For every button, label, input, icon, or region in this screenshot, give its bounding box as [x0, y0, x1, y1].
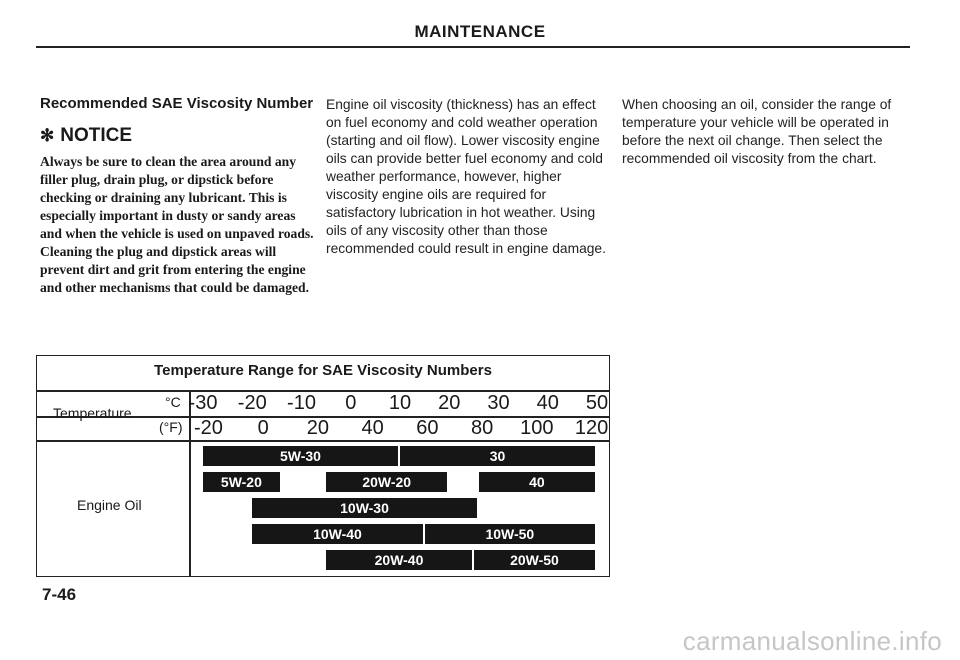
page-title: MAINTENANCE: [414, 22, 546, 41]
celsius-tick: 20: [438, 392, 461, 414]
fahrenheit-tick: 80: [470, 417, 494, 439]
celsius-tick: 50: [585, 392, 609, 414]
engine-oil-label: Engine Oil: [77, 497, 142, 513]
chart-title: Temperature Range for SAE Viscosity Numbers: [154, 362, 492, 379]
viscosity-bar-20w-50: 20W-50: [474, 550, 595, 570]
notice-heading: [40, 125, 320, 147]
fahrenheit-tick: -20: [194, 417, 223, 439]
left-column: [40, 94, 320, 297]
notice-label: NOTICE: [60, 125, 133, 146]
middle-column-text: Engine oil viscosity (thickness) has an effect on fuel economy and cold weather operation (starting and oil flow). Lower viscosity engine oils can provide better fuel economy and cold weather performance, however, higher viscosity engine oils are required for satisfactory lubrication in hot weather. Using oils of any viscosity other than those recommended could result in engine damage.: [326, 97, 606, 256]
viscosity-bar-10w-40: 10W-40: [252, 524, 422, 544]
celsius-tick: 30: [487, 392, 510, 414]
viscosity-bar-5w-30: 5W-30: [203, 446, 398, 466]
fahrenheit-tick: 20: [306, 417, 330, 439]
fahrenheit-tick: 40: [361, 417, 384, 439]
notice-text: Always be sure to clean the area around any filler plug, drain plug, or dipstick before checking or draining any lubricant. This is especially important in dusty or sandy areas and when the vehicle is used on unpaved roads. Cleaning the plug and dipstick areas will prevent dirt and grit from entering the engine and other mechanisms that could be damaged.: [40, 154, 314, 295]
celsius-tick: -10: [287, 392, 316, 414]
fahrenheit-tick: 0: [257, 417, 269, 439]
celsius-tick: 0: [345, 392, 357, 414]
viscosity-bar-5w-20: 5W-20: [203, 472, 280, 492]
fahrenheit-tick: 60: [416, 417, 439, 439]
viscosity-bar-10w-50: 10W-50: [425, 524, 595, 544]
celsius-tick: -20: [237, 392, 267, 414]
fahrenheit-tick: 100: [520, 417, 554, 439]
section-heading: Recommended SAE Viscosity Number: [40, 95, 314, 112]
fahrenheit-tick: 120: [574, 417, 609, 439]
fahrenheit-unit: (°F): [159, 419, 183, 435]
right-column-text: When choosing an oil, consider the range of temperature your vehicle will be operated in before the next oil change. Then select the recommended oil viscosity from the chart.: [622, 97, 892, 166]
celsius-tick: -30: [188, 392, 218, 414]
asterisk-icon: ✻: [40, 126, 55, 145]
viscosity-bar-20w-40: 20W-40: [326, 550, 472, 570]
viscosity-bar-30: 30: [400, 446, 595, 466]
viscosity-bar-20w-20: 20W-20: [326, 472, 447, 492]
watermark: carmanualsonline.info: [682, 626, 942, 656]
viscosity-bar-40: 40: [479, 472, 595, 492]
celsius-unit: °C: [165, 394, 181, 410]
celsius-tick: 10: [388, 392, 412, 414]
celsius-tick: 40: [536, 392, 559, 414]
page-number: 7-46: [42, 585, 77, 604]
temperature-label: Temperature: [53, 405, 132, 421]
viscosity-chart: [36, 355, 610, 577]
header-divider: [36, 46, 910, 48]
viscosity-bars: [37, 356, 609, 576]
viscosity-bar-10w-30: 10W-30: [252, 498, 477, 518]
